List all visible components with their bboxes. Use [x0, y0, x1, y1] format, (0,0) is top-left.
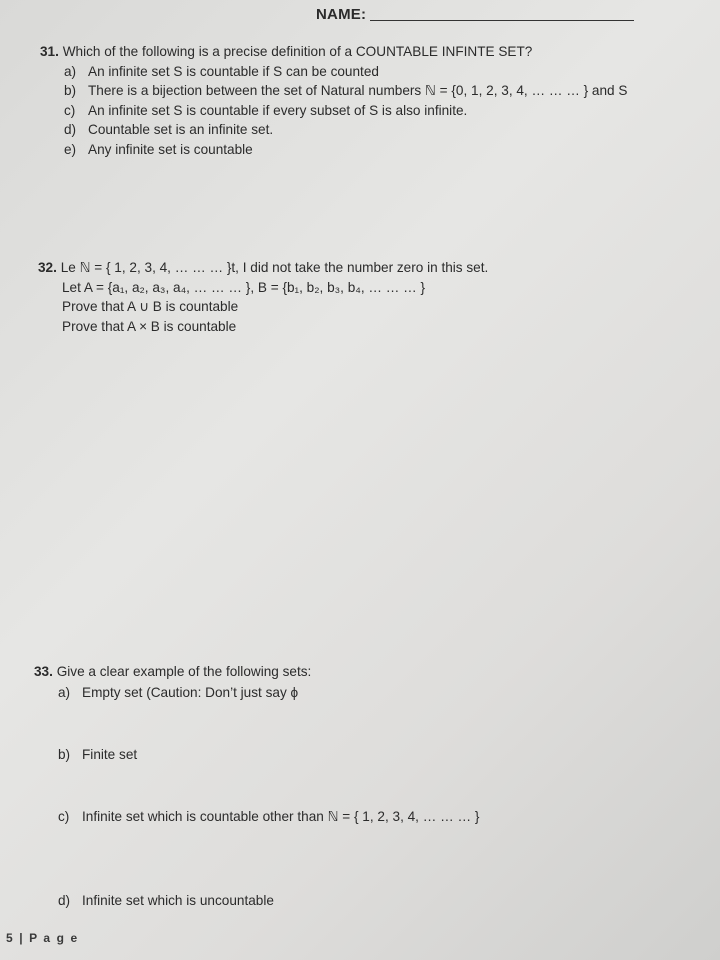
page-number: 5 | P a g e	[6, 931, 79, 945]
item-text: Infinite set which is uncountable	[82, 893, 274, 908]
question-32-sets	[62, 280, 425, 295]
item-33d	[58, 893, 274, 908]
question-32-prove-union	[62, 299, 238, 315]
option-31d	[64, 122, 273, 137]
option-letter: b)	[64, 83, 77, 98]
question-31	[40, 44, 532, 59]
option-text: Countable set is an infinite set.	[88, 122, 274, 137]
name-blank-line	[370, 20, 634, 21]
option-text: There is a bijection between the set of Natural numbers ℕ = {0, 1, 2, 3, 4, … … … } and S	[88, 83, 628, 98]
question-text: Which of the following is a precise definition of a COUNTABLE INFINTE SET?	[62, 44, 533, 59]
item-33b	[58, 747, 137, 762]
option-letter: a)	[64, 64, 77, 79]
option-letter: c)	[64, 103, 76, 118]
question-number: 32.	[38, 260, 57, 275]
option-31a	[64, 64, 379, 79]
sets-definition: Let A = {a₁, a₂, a₃, a₄, … … … }, B = {b₁, b₂, b₃, b₄, … … … }	[62, 280, 426, 295]
item-letter: c)	[58, 809, 70, 824]
question-32	[38, 260, 488, 276]
item-letter: b)	[58, 747, 71, 762]
item-letter: d)	[58, 893, 71, 908]
item-33a	[58, 685, 298, 700]
question-text: Give a clear example of the following sets:	[56, 664, 312, 679]
item-text: Finite set	[82, 747, 138, 762]
option-letter: e)	[64, 142, 77, 157]
name-label: NAME:	[316, 6, 367, 23]
option-text: An infinite set S is countable if every subset of S is also infinite.	[88, 103, 468, 118]
item-text: Infinite set which is countable other than ℕ = { 1, 2, 3, 4, … … … }	[82, 809, 480, 824]
item-letter: a)	[58, 685, 71, 700]
question-number: 33.	[34, 664, 53, 679]
option-text: Any infinite set is countable	[88, 142, 253, 157]
prove-product-text: Prove that A × B is countable	[62, 319, 237, 334]
option-31b	[64, 83, 627, 99]
question-32-prove-product	[62, 319, 236, 334]
question-33	[34, 664, 311, 679]
option-31c	[64, 103, 467, 118]
item-33c	[58, 809, 479, 825]
question-number: 31.	[40, 44, 59, 59]
option-letter: d)	[64, 122, 77, 137]
option-31e	[64, 142, 253, 157]
option-text: An infinite set S is countable if S can be counted	[88, 64, 379, 79]
item-text: Empty set (Caution: Don’t just say ϕ	[82, 685, 299, 700]
question-text: Le ℕ = { 1, 2, 3, 4, … … … }t, I did not take the number zero in this set.	[60, 260, 489, 275]
prove-union-text: Prove that A ∪ B is countable	[62, 299, 239, 314]
